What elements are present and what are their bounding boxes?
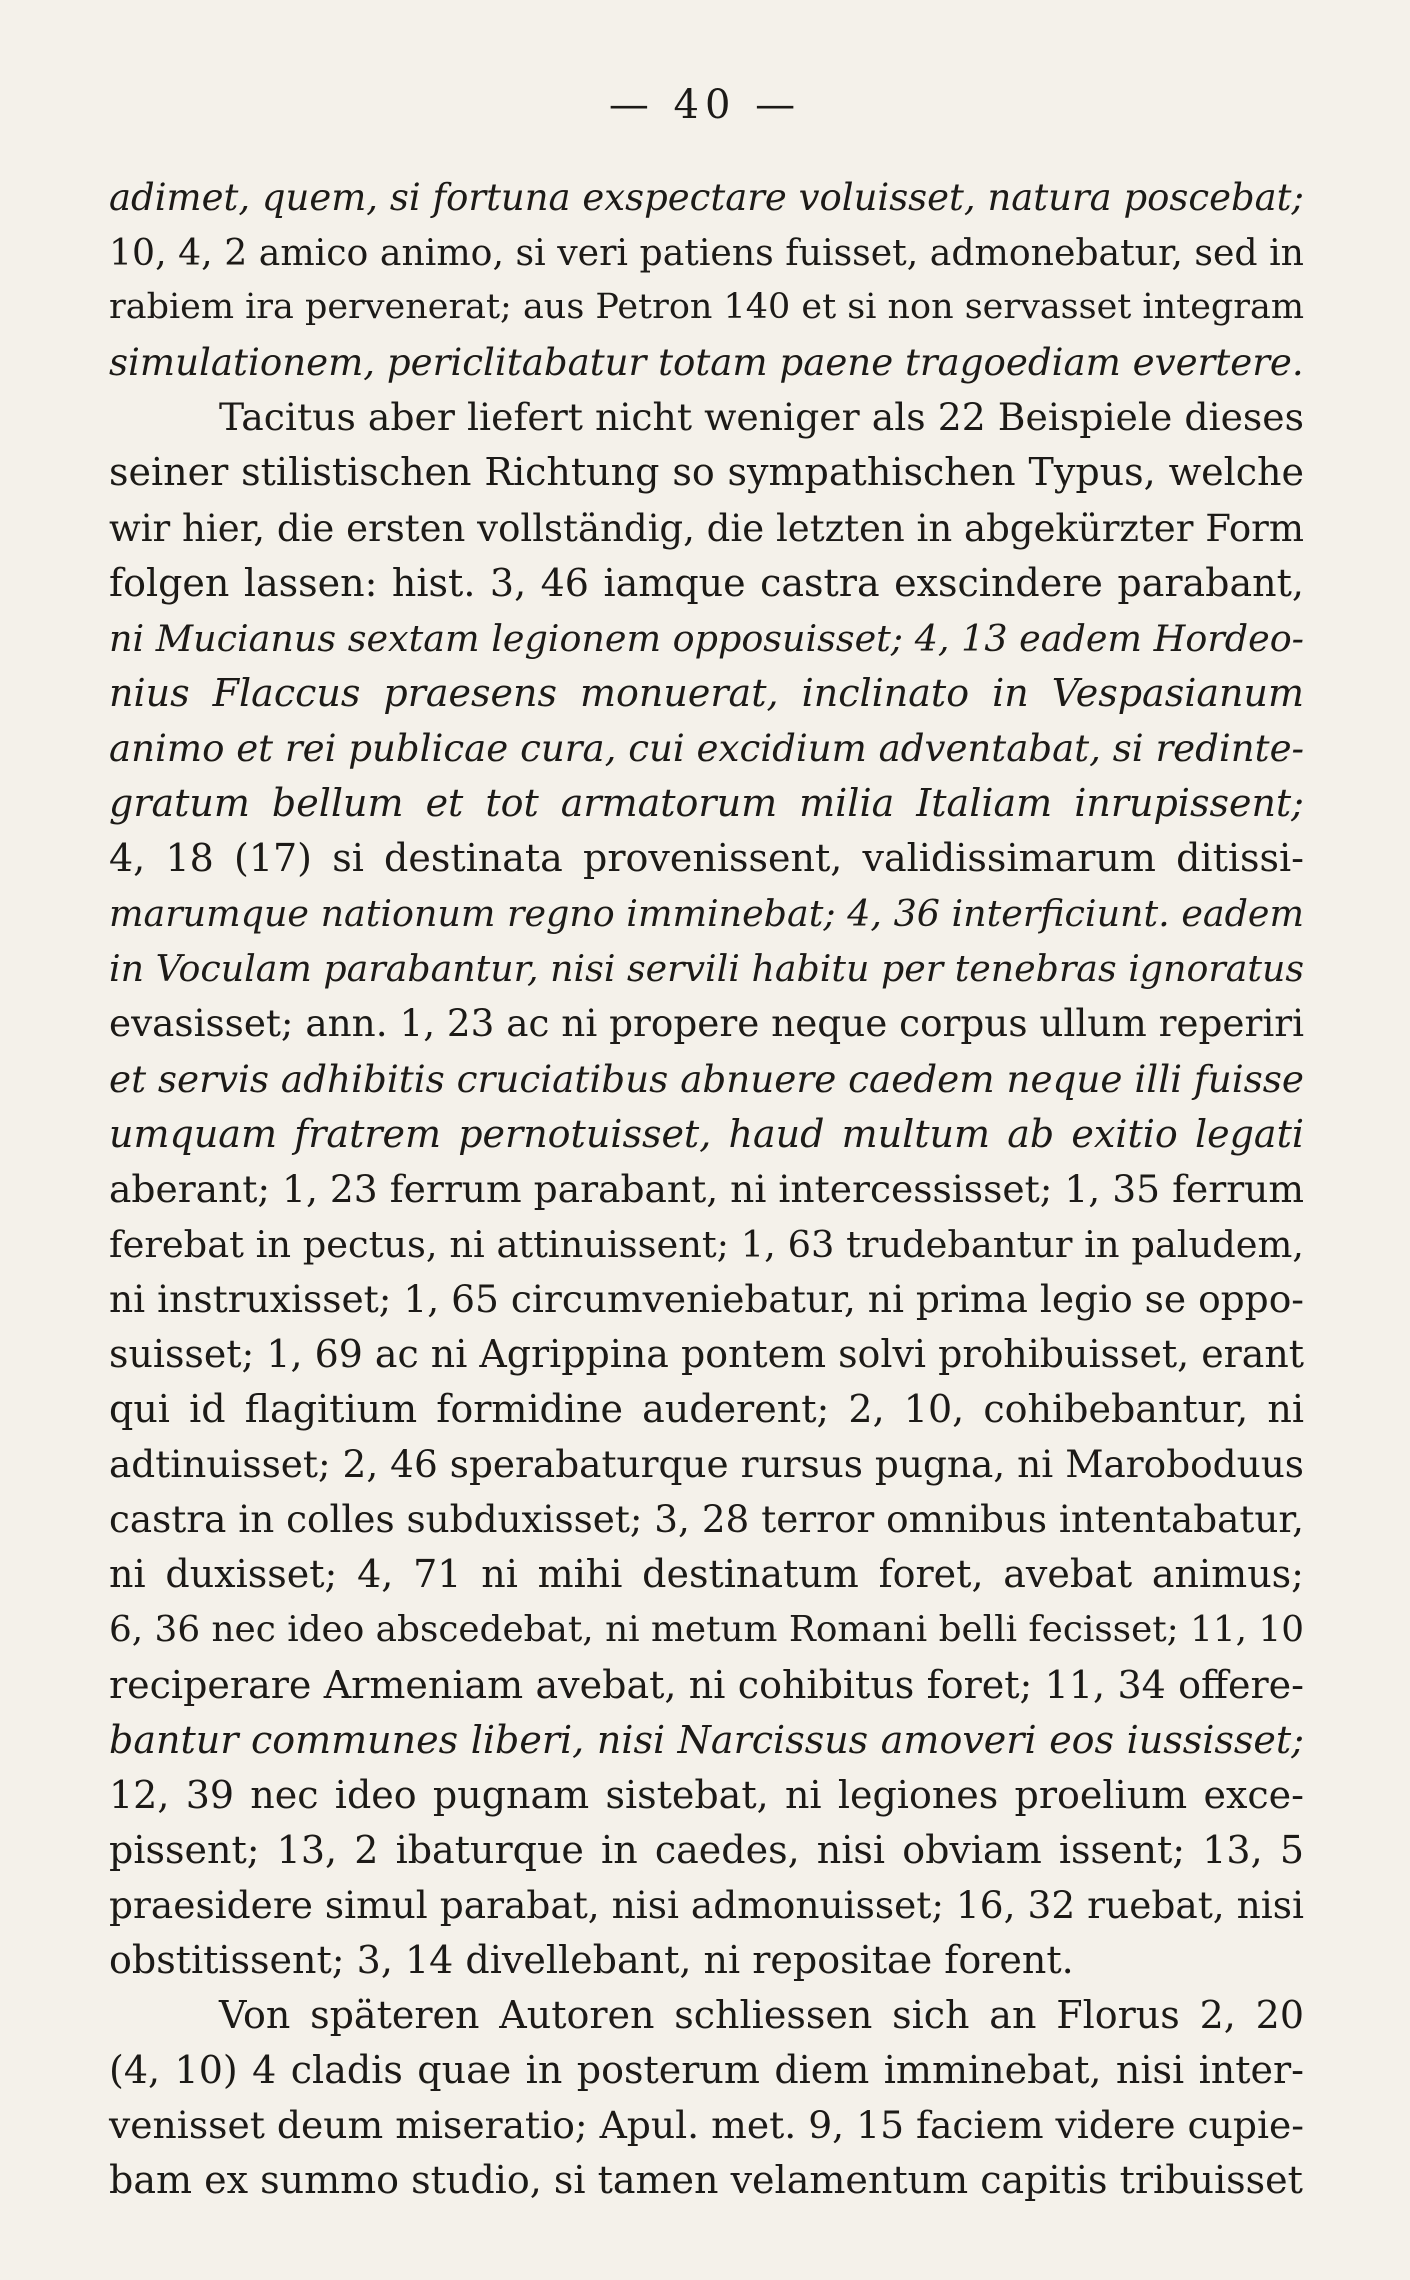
text-line: reciperare Armeniam avebat, ni cohibitus foret; 11, 34 offere- — [109, 1662, 1304, 1707]
text-line: evasisset; ann. 1, 23 ac ni propere neque corpus ullum reperiri — [109, 1001, 1305, 1046]
text-line: Tacitus aber liefert nicht weniger als 22 Beispiele dieses — [219, 395, 1304, 440]
text-line: 6, 36 nec ideo abscedebat, ni metum Romani belli fecisset; 11, 10 — [109, 1609, 1304, 1651]
page-number-header: — 40 — — [608, 82, 802, 128]
text-line: adtinuisset; 2, 46 sperabaturque rursus pugna, ni Maroboduus — [109, 1442, 1304, 1487]
body-text — [109, 170, 1304, 2208]
text-line: venisset deum miseratio; Apul. met. 9, 15 faciem videre cupie- — [109, 2103, 1304, 2148]
text-line: adimet, quem, si fortuna exspectare voluisset, natura poscebat; — [109, 176, 1304, 219]
text-line: (4, 10) 4 cladis quae in posterum diem imminebat, nisi inter- — [109, 2048, 1304, 2093]
text-line: 12, 39 nec ideo pugnam sistebat, ni legiones proelium exce- — [109, 1772, 1304, 1817]
text-line: gratum bellum et tot armatorum milia Italiam inrupissent; — [109, 781, 1304, 826]
text-line: 10, 4, 2 amico animo, si veri patiens fuisset, admonebatur, sed in — [109, 231, 1304, 275]
text-line: bantur communes liberi, nisi Narcissus amoveri eos iussisset; — [109, 1717, 1304, 1762]
text-line: seiner stilistischen Richtung so sympathischen Typus, welche — [109, 450, 1304, 495]
text-line: qui id flagitium formidine auderent; 2, 10, cohibebantur, ni — [109, 1387, 1304, 1432]
text-line: nius Flaccus praesens monuerat, inclinato in Vespasianum — [109, 670, 1304, 715]
text-line: in Voculam parabantur, nisi servili habitu per tenebras ignoratus — [109, 947, 1304, 991]
text-line: ni duxisset; 4, 71 ni mihi destinatum foret, avebat animus; — [109, 1552, 1304, 1597]
text-line: pissent; 13, 2 ibaturque in caedes, nisi obviam issent; 13, 5 — [109, 1827, 1304, 1872]
text-line: suisset; 1, 69 ac ni Agrippina pontem solvi prohibuisset, erant — [109, 1331, 1304, 1376]
text-line: praesidere simul parabat, nisi admonuisset; 16, 32 ruebat, nisi — [109, 1882, 1304, 1927]
text-line: ni Mucianus sextam legionem opposuisset; 4, 13 eadem Hordeo- — [109, 616, 1304, 660]
text-line: 4, 18 (17) si destinata provenissent, validissimarum ditissi- — [109, 836, 1304, 881]
text-line: marumque nationum regno imminebat; 4, 36 interficiunt. eadem — [109, 892, 1304, 936]
text-line: et servis adhibitis cruciatibus abnuere caedem neque illi fuisse — [109, 1056, 1304, 1101]
text-line: bam ex summo studio, si tamen velamentum capitis tribuisset — [109, 2158, 1303, 2203]
text-line: folgen lassen: hist. 3, 46 iamque castra exscindere parabant, — [109, 560, 1304, 605]
text-line: Von späteren Autoren schliessen sich an Florus 2, 20 — [219, 1993, 1304, 2038]
text-line: ni instruxisset; 1, 65 circumveniebatur, ni prima legio se oppo- — [109, 1276, 1304, 1321]
text-line: wir hier, die ersten vollständig, die letzten in abgekürzter Form — [109, 506, 1304, 550]
text-line: castra in colles subduxisset; 3, 28 terror omnibus intentabatur, — [109, 1497, 1304, 1542]
text-line: rabiem ira pervenerat; aus Petron 140 et si non servasset integram — [109, 287, 1304, 328]
text-line: aberant; 1, 23 ferrum parabant, ni intercessisset; 1, 35 ferrum — [109, 1166, 1304, 1211]
text-line: ferebat in pectus, ni attinuissent; 1, 63 trudebantur in paludem, — [109, 1222, 1304, 1266]
text-line: simulationem, periclitabatur totam paene tragoediam evertere. — [109, 341, 1304, 385]
text-line: umquam fratrem pernotuisset, haud multum ab exitio legati — [109, 1111, 1304, 1156]
text-line: animo et rei publicae cura, cui excidium adventabat, si redinte- — [109, 726, 1305, 770]
text-line: obstitissent; 3, 14 divellebant, ni repositae forent. — [109, 1938, 1074, 1982]
